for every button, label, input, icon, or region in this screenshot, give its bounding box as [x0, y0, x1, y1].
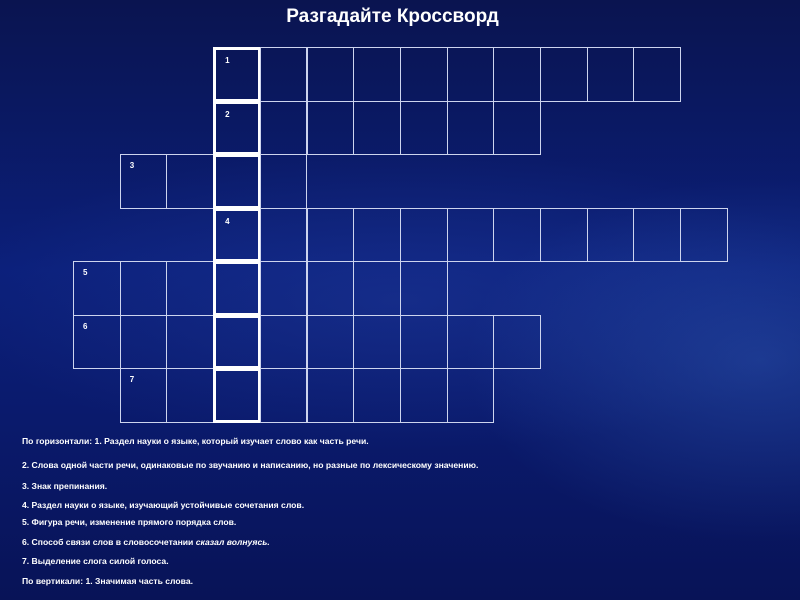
clue-number: 4: [225, 216, 230, 226]
crossword-key-cell[interactable]: [213, 47, 261, 102]
crossword-cell[interactable]: [260, 315, 308, 370]
crossword-cell[interactable]: [353, 208, 401, 263]
crossword-cell[interactable]: [633, 47, 681, 102]
crossword-cell[interactable]: [73, 261, 121, 316]
crossword-cell[interactable]: [400, 315, 448, 370]
crossword-cell[interactable]: [353, 47, 401, 102]
crossword-cell[interactable]: [307, 315, 355, 370]
crossword-key-cell[interactable]: [213, 154, 261, 209]
crossword-cell[interactable]: [587, 208, 635, 263]
crossword-cell[interactable]: [307, 47, 355, 102]
crossword-cell[interactable]: [353, 315, 401, 370]
clue-number: 1: [225, 56, 230, 65]
clue-vertical-1: По вертикали: 1. Значимая часть слова.: [22, 576, 193, 586]
crossword-key-cell[interactable]: [213, 315, 261, 370]
clue-number: 5: [83, 268, 88, 277]
crossword-cell[interactable]: [587, 47, 635, 102]
crossword-cell[interactable]: [307, 261, 355, 316]
crossword-cell[interactable]: [400, 368, 448, 423]
crossword-cell[interactable]: [166, 154, 214, 209]
crossword-key-cell[interactable]: [213, 101, 261, 156]
clue-horizontal-6: [22, 537, 270, 547]
crossword-cell[interactable]: [353, 101, 401, 156]
clue-horizontal-5: 5. Фигура речи, изменение прямого порядка слов.: [22, 517, 237, 527]
crossword-cell[interactable]: [493, 208, 541, 263]
crossword-cell[interactable]: [353, 368, 401, 423]
crossword-key-cell[interactable]: [213, 261, 261, 316]
crossword-cell[interactable]: [260, 47, 308, 102]
crossword-cell[interactable]: [260, 101, 308, 156]
clue-horizontal-4: 4. Раздел науки о языке, изучающий устойчивые сочетания слов.: [22, 500, 305, 510]
crossword-key-cell[interactable]: [213, 368, 261, 423]
crossword-cell[interactable]: [447, 208, 495, 263]
crossword-cell[interactable]: [493, 315, 541, 370]
clue-number: 3: [129, 161, 135, 170]
clue-horizontal-1: По горизонтали: 1. Раздел науки о языке, который изучает слово как часть речи.: [22, 436, 369, 446]
page-title: Разгадайте Кроссворд: [286, 6, 499, 27]
crossword-cell[interactable]: [400, 101, 448, 156]
crossword-cell[interactable]: [120, 368, 168, 423]
clue-horizontal-7: 7. Выделение слога силой голоса.: [22, 556, 169, 566]
crossword-cell[interactable]: [120, 261, 168, 316]
crossword-cell[interactable]: [447, 101, 495, 156]
crossword-cell[interactable]: [447, 47, 495, 102]
crossword-cell[interactable]: [307, 101, 355, 156]
clue-number: 7: [129, 375, 135, 384]
clue-number: 2: [225, 109, 230, 119]
crossword-cell[interactable]: [260, 208, 308, 263]
crossword-cell[interactable]: [400, 208, 448, 263]
crossword-key-cell[interactable]: [213, 208, 261, 263]
crossword-cell[interactable]: [353, 261, 401, 316]
crossword-cell[interactable]: [166, 261, 214, 316]
clue-number: 6: [83, 321, 88, 331]
crossword-cell[interactable]: [633, 208, 681, 263]
clue-horizontal-2: 2. Слова одной части речи, одинаковые по звучанию и написанию, но разные по лексическому значению.: [22, 460, 479, 470]
crossword-cell[interactable]: [447, 368, 495, 423]
crossword-cell[interactable]: [120, 315, 168, 370]
crossword-cell[interactable]: [307, 208, 355, 263]
clue-6-example: сказал волнуясь.: [195, 537, 270, 547]
crossword-cell[interactable]: [260, 261, 308, 316]
crossword-cell[interactable]: [447, 315, 495, 370]
crossword-cell[interactable]: [493, 47, 541, 102]
clue-6-prefix: 6. Способ связи слов в словосочетании: [22, 537, 196, 547]
crossword-cell[interactable]: [680, 208, 728, 263]
crossword-cell[interactable]: [120, 154, 168, 209]
crossword-cell[interactable]: [260, 368, 308, 423]
crossword-cell[interactable]: [540, 208, 588, 263]
crossword-cell[interactable]: [166, 315, 214, 370]
crossword-cell[interactable]: [400, 261, 448, 316]
crossword-cell[interactable]: [540, 47, 588, 102]
crossword-cell[interactable]: [400, 47, 448, 102]
crossword-cell[interactable]: [307, 368, 355, 423]
crossword-cell[interactable]: [73, 315, 121, 370]
crossword-cell[interactable]: [260, 154, 308, 209]
crossword-cell[interactable]: [493, 101, 541, 156]
clue-horizontal-3: 3. Знак препинания.: [22, 481, 108, 491]
crossword-cell[interactable]: [166, 368, 214, 423]
